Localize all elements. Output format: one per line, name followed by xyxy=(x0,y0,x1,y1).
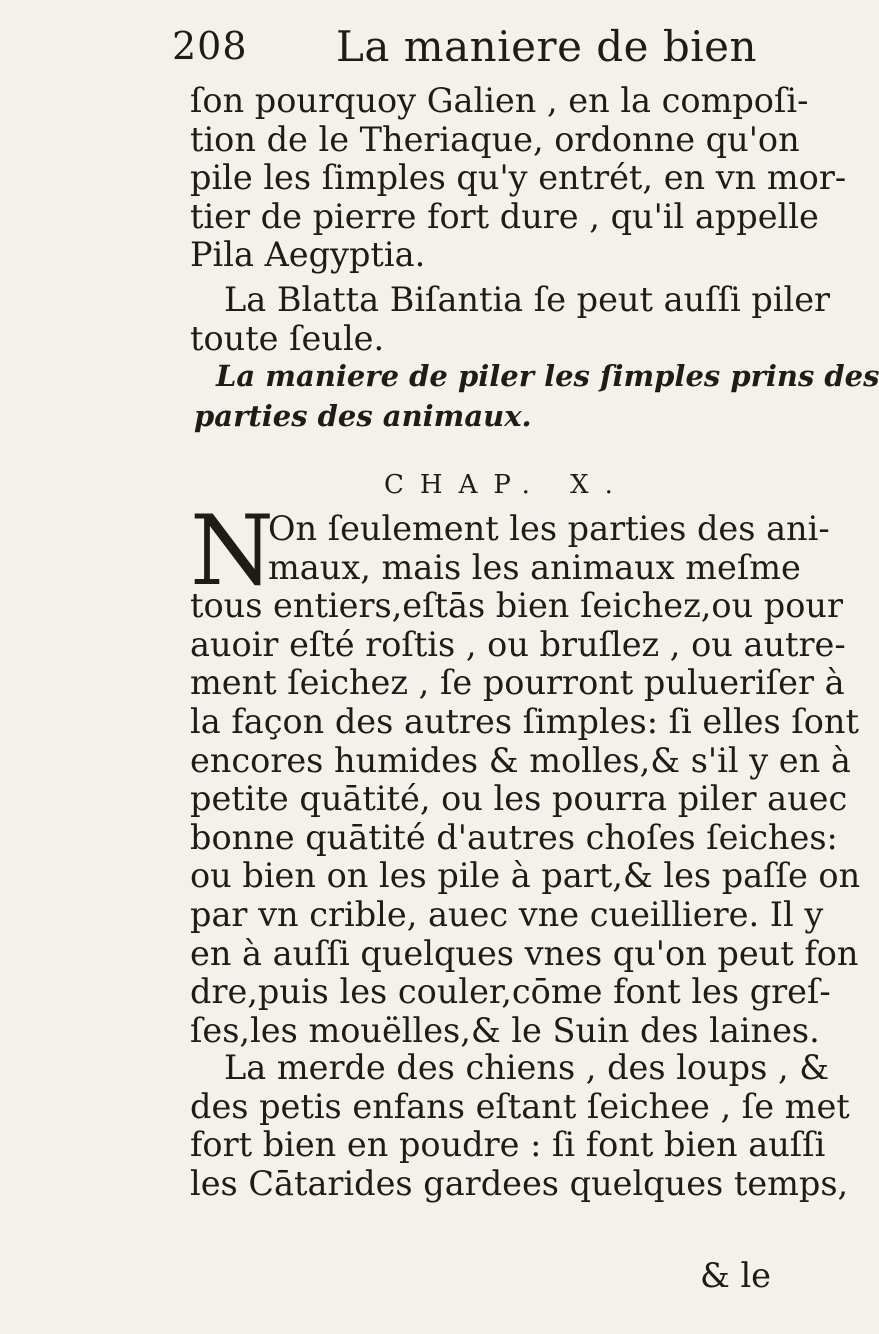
text-line: La merde des chiens , des loups , & xyxy=(224,1048,830,1087)
subheading-line: parties des animaux. xyxy=(194,399,532,433)
text-line: tous entiers,eſtās bien ſeichez,ou pour xyxy=(190,586,844,626)
text-line: pile les ſimples qu'y entrét, en vn mor- xyxy=(190,158,847,198)
text-line: maux, mais les animaux meſme xyxy=(268,547,801,587)
section-subheading xyxy=(194,356,879,436)
page-header xyxy=(0,16,800,78)
text-line: ment ſeichez , ſe pourront pulueriſer à xyxy=(190,663,845,703)
text-line: des petis enfans eſtant ſeichee , ſe met xyxy=(190,1086,850,1126)
text-line: par vn crible, auec vne cueilliere. Il y xyxy=(190,894,824,934)
text-line: dre,puis les couler,cōme font les greſ- xyxy=(190,972,831,1012)
text-line: tier de pierre fort dure , qu'il appelle xyxy=(190,196,819,236)
paragraph-2 xyxy=(190,280,831,358)
text-line: fort bien en poudre : ſi font bien auſſi xyxy=(190,1125,826,1165)
paragraph-1 xyxy=(190,81,847,275)
text-line: auoir eſté roſtis , ou bruſlez , ou autre- xyxy=(190,624,846,664)
text-line: tion de le Theriaque, ordonne qu'on xyxy=(190,119,800,159)
text-line: ou bien on les pile à part,& les paſſe on xyxy=(190,856,861,896)
catchword: & le xyxy=(700,1256,772,1295)
text-line: bonne quātité d'autres choſes ſeiches: xyxy=(190,817,838,857)
paragraph-3 xyxy=(190,1048,850,1203)
chapter-heading: CHAP. X. xyxy=(384,470,629,500)
text-line: ſes,les mouëlles,& le Suin des laines. xyxy=(190,1010,820,1050)
running-title: La maniere de bien xyxy=(336,22,758,71)
chapter-paragraph xyxy=(190,495,861,1050)
text-line: encores humides & molles,& s'il y en à xyxy=(190,740,851,780)
text-line: en à auſſi quelques vnes qu'on peut fon xyxy=(190,933,859,973)
text-line: petite quātité, ou les pourra piler auec xyxy=(190,779,848,819)
drop-cap: N xyxy=(190,495,274,607)
text-line: les Cātarides gardees quelques temps, xyxy=(190,1163,849,1203)
text-line: Pila Aegyptia. xyxy=(190,235,426,275)
subheading-line: La maniere de piler les ſimples prins des xyxy=(216,359,879,393)
page-number: 208 xyxy=(172,24,248,68)
text-line: ſon pourquoy Galien , en la compoſi- xyxy=(190,81,809,120)
text-line: toute ſeule. xyxy=(190,318,385,358)
text-line: La Blatta Biſantia ſe peut auſſi piler xyxy=(224,280,831,319)
text-line: la façon des autres ſimples: ſi elles ſont xyxy=(190,701,859,741)
text-line: On ſeulement les parties des ani- xyxy=(268,509,830,548)
